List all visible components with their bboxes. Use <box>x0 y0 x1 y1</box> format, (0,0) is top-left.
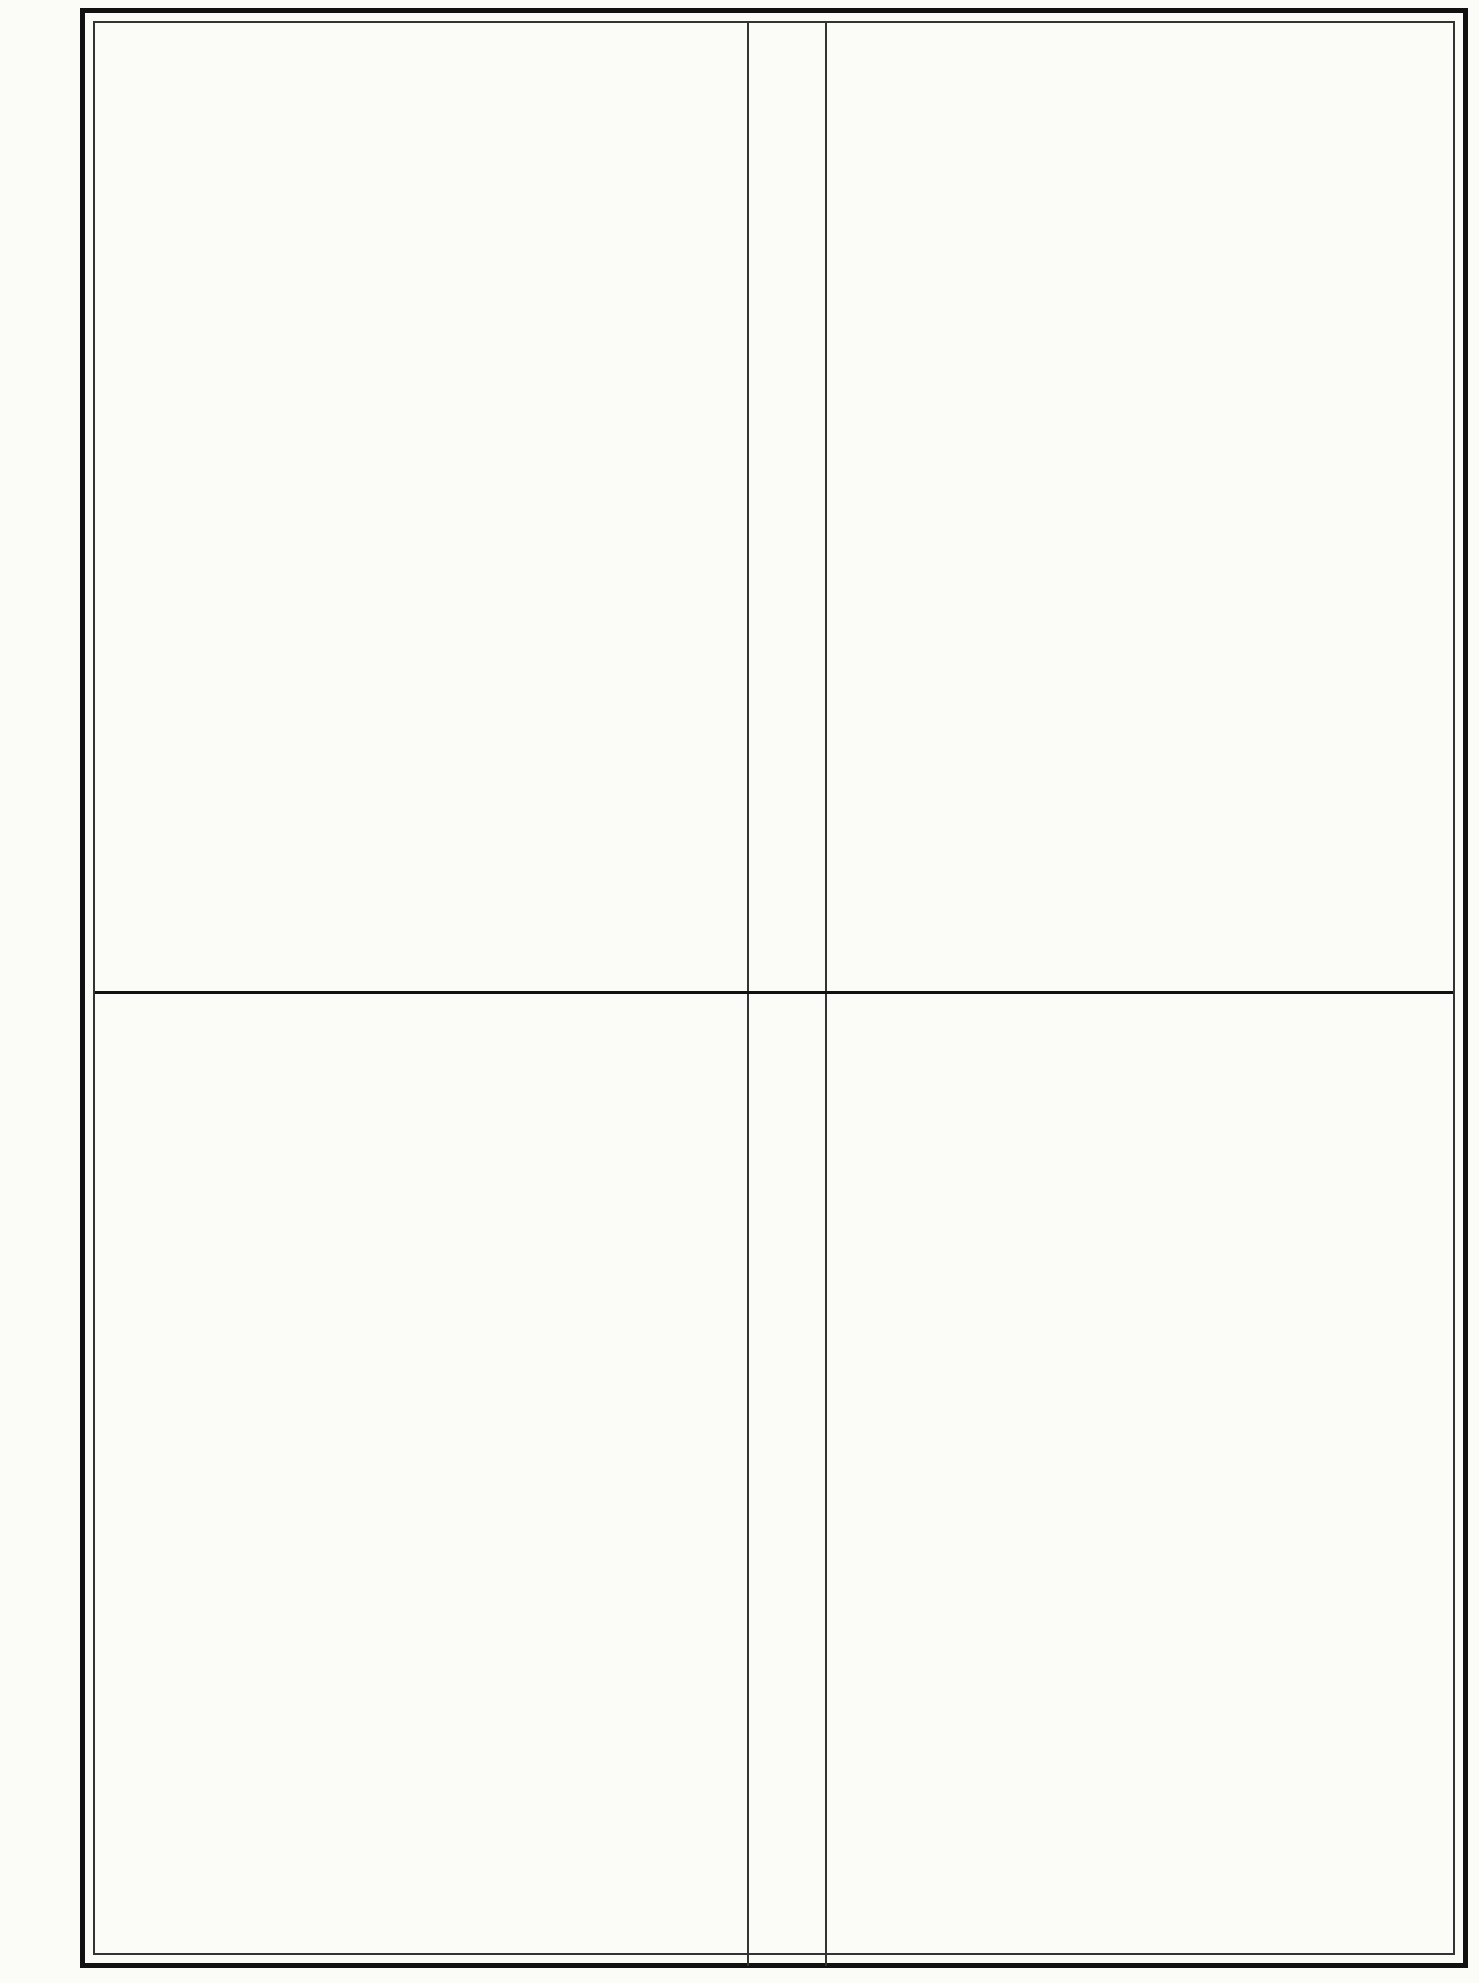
page-margin-bottom <box>6 1515 50 1855</box>
top-block <box>95 23 1453 991</box>
center-strip-top <box>747 23 827 991</box>
bottom-block <box>95 994 1453 1966</box>
page-frame <box>80 8 1468 1968</box>
page-margin-top <box>6 160 50 800</box>
center-strip-bottom <box>747 994 827 1966</box>
page-inner-frame <box>93 21 1455 1955</box>
